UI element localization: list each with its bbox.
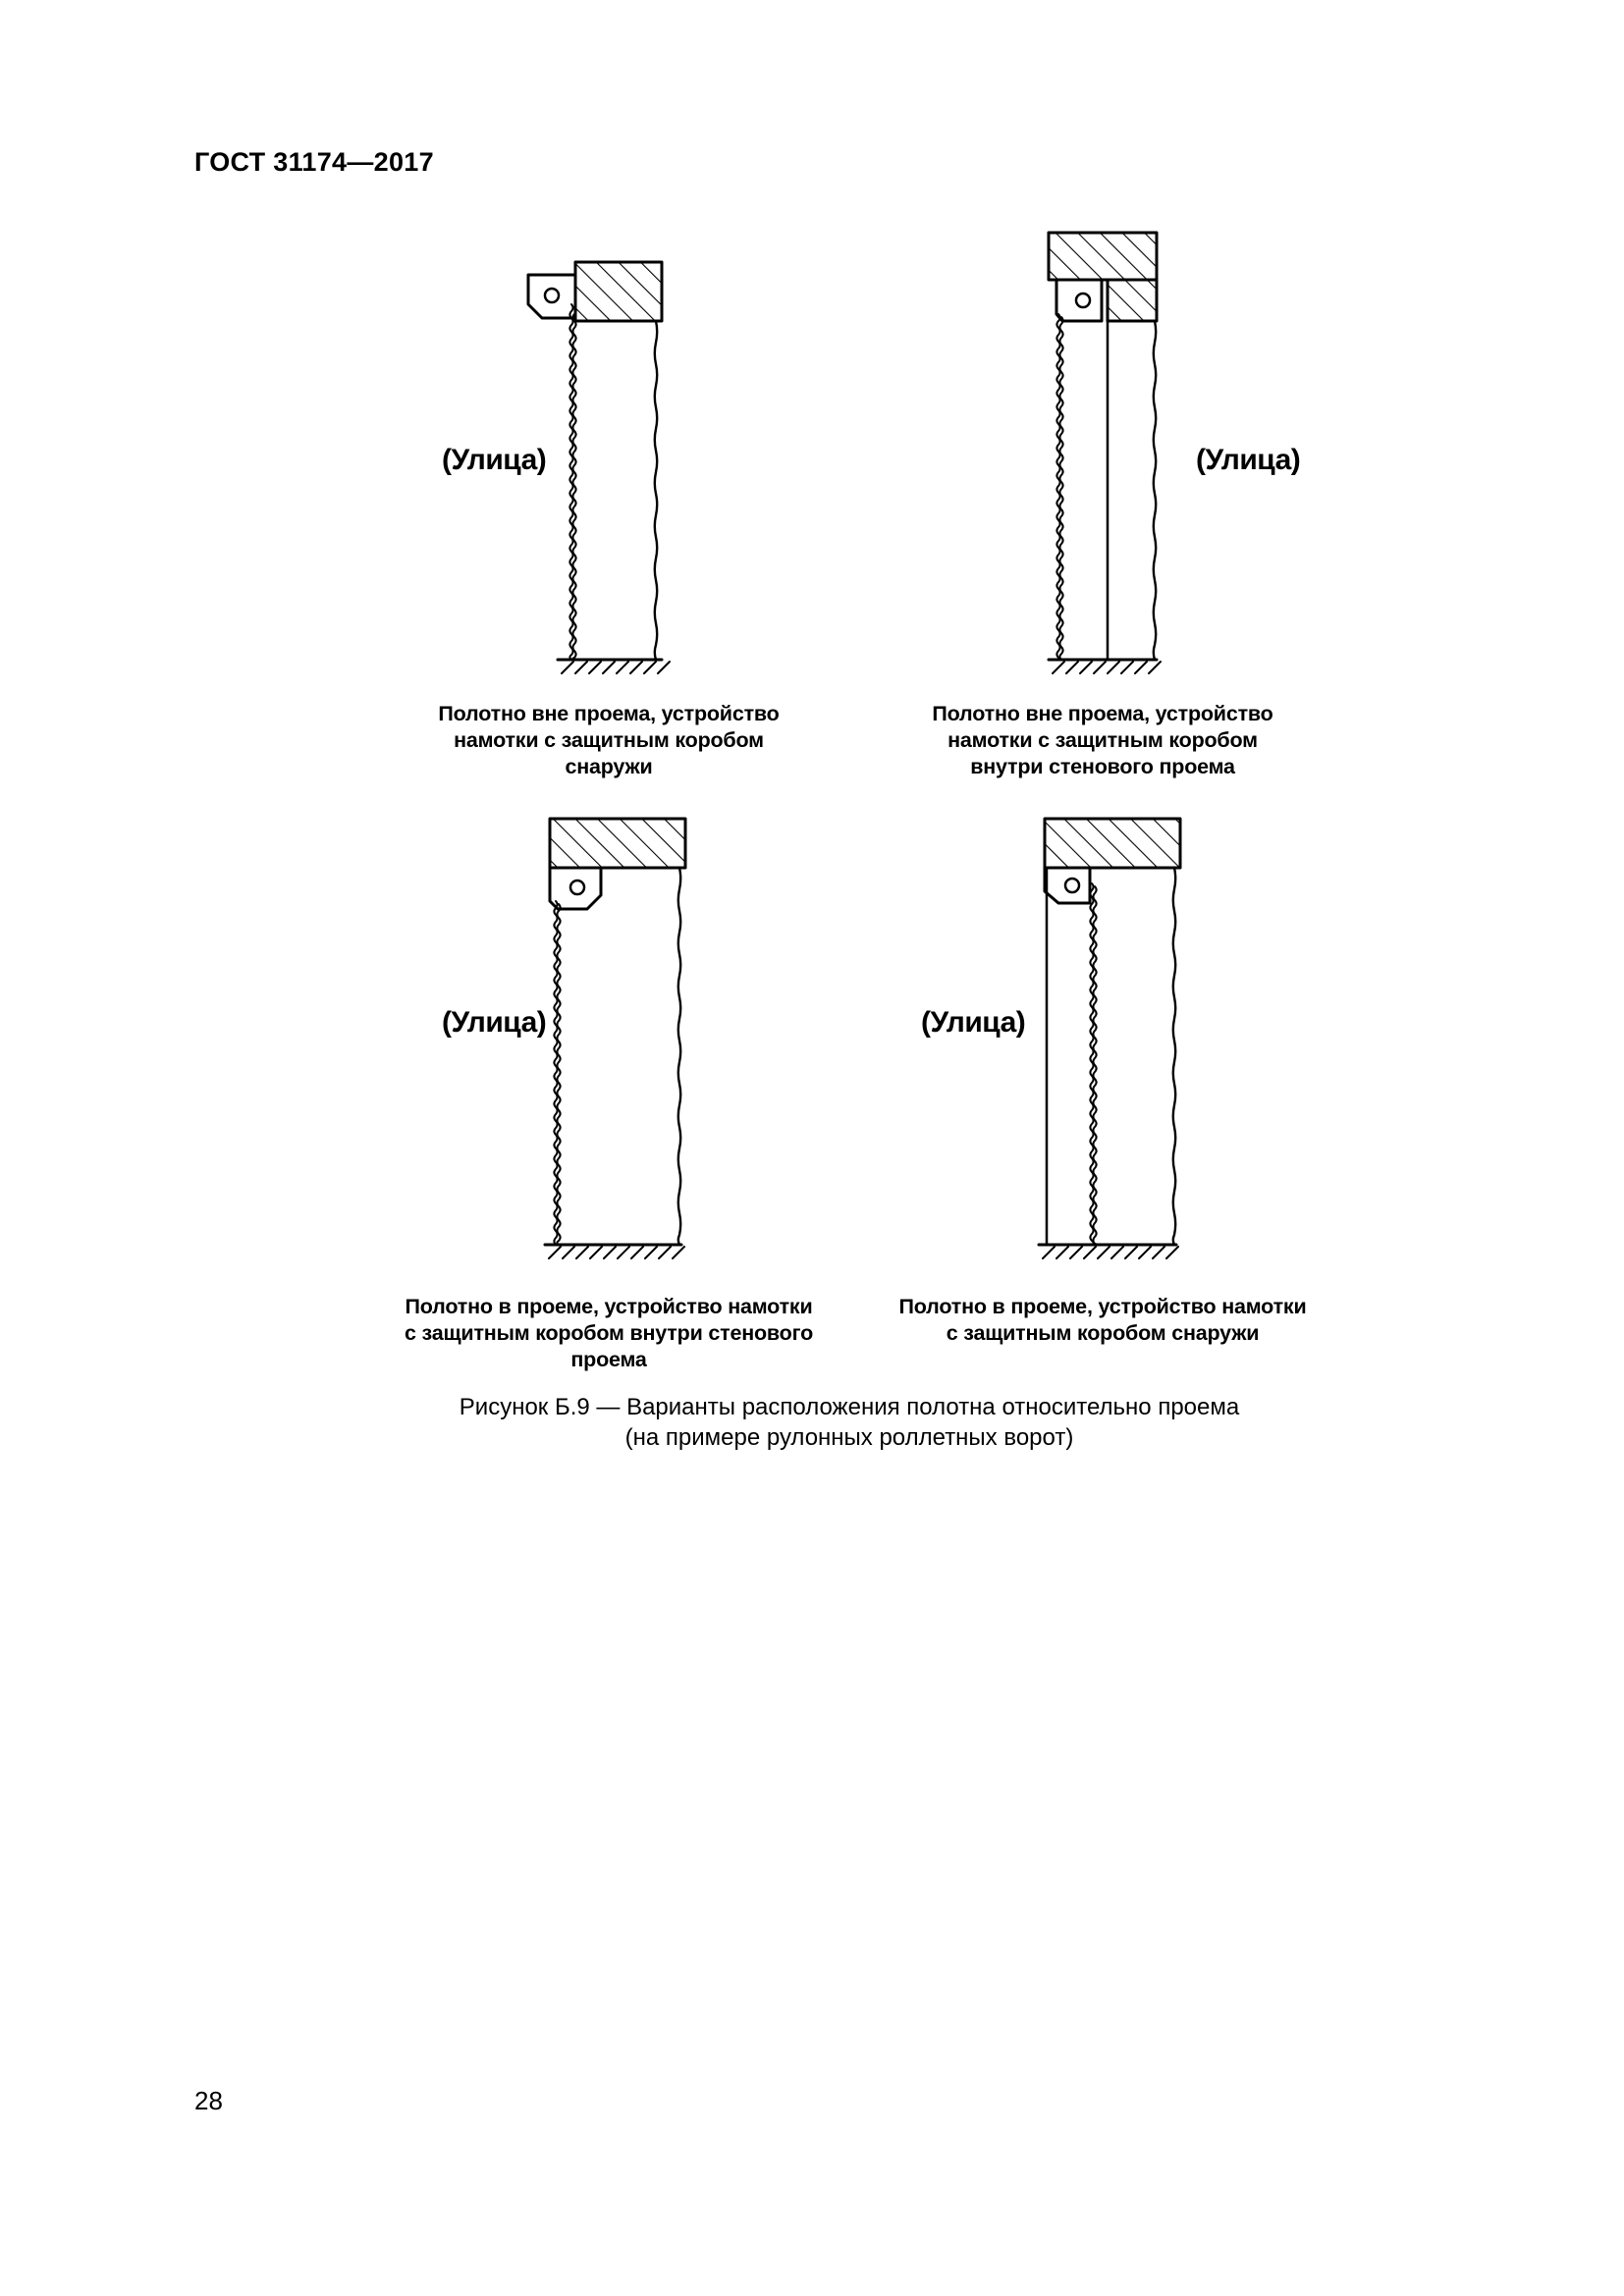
- street-label-variant-3: (Улица): [442, 1006, 547, 1039]
- roll-box-v3-drum: [570, 881, 584, 894]
- page-number: 28: [194, 2086, 223, 2115]
- caption-variant-4: [867, 1294, 1338, 1347]
- caption-variant-1-line-1: Полотно вне проема, устройство: [438, 702, 780, 725]
- caption-variant-2-line-2: намотки с защитным коробом: [947, 728, 1258, 752]
- roll-box-v4-drum: [1065, 879, 1079, 892]
- wall-edge-v2: [1154, 321, 1156, 660]
- caption-variant-1: [388, 701, 830, 780]
- wall-edge-v1: [655, 321, 657, 660]
- figure-caption-line-2: (на примере рулонных роллетных ворот): [624, 1424, 1074, 1451]
- caption-variant-1-line-2: намотки с защитным коробом: [454, 728, 764, 752]
- caption-variant-2: [882, 701, 1324, 780]
- lintel-v2-lower: [1108, 280, 1157, 321]
- figure-caption-line-1: Рисунок Б.9 — Варианты расположения полотна относительно проема: [459, 1394, 1240, 1420]
- caption-variant-2-line-3: внутри стенового проема: [970, 755, 1235, 778]
- caption-variant-2-line-1: Полотно вне проема, устройство: [932, 702, 1273, 725]
- caption-variant-3-line-3: проема: [570, 1348, 647, 1371]
- caption-variant-1-line-3: снаружи: [565, 755, 653, 778]
- lintel-v2: [1049, 233, 1157, 280]
- wall-edge-v4: [1173, 868, 1175, 1245]
- lintel-v3: [550, 819, 685, 868]
- caption-variant-3: [373, 1294, 844, 1373]
- caption-variant-3-line-2: с защитным коробом внутри стенового: [405, 1321, 813, 1345]
- lintel-v4: [1045, 819, 1180, 868]
- lintel-v1: [575, 262, 662, 321]
- street-label-variant-4: (Улица): [921, 1006, 1026, 1039]
- caption-variant-4-line-2: с защитным коробом снаружи: [946, 1321, 1260, 1345]
- wall-edge-v3: [678, 868, 680, 1245]
- caption-variant-3-line-1: Полотно в проеме, устройство намотки: [405, 1295, 813, 1318]
- street-label-variant-1: (Улица): [442, 444, 547, 476]
- curtain-v2-a: [1056, 314, 1059, 660]
- document-header: ГОСТ 31174—2017: [194, 147, 434, 177]
- caption-variant-4-line-1: Полотно в проеме, устройство намотки: [898, 1295, 1307, 1318]
- street-label-variant-2: (Улица): [1196, 444, 1301, 476]
- roll-box-v1-drum: [545, 289, 559, 302]
- curtain-v3-a: [554, 901, 557, 1245]
- roll-box-v2-drum: [1076, 294, 1090, 307]
- curtain-v1-b: [572, 307, 575, 660]
